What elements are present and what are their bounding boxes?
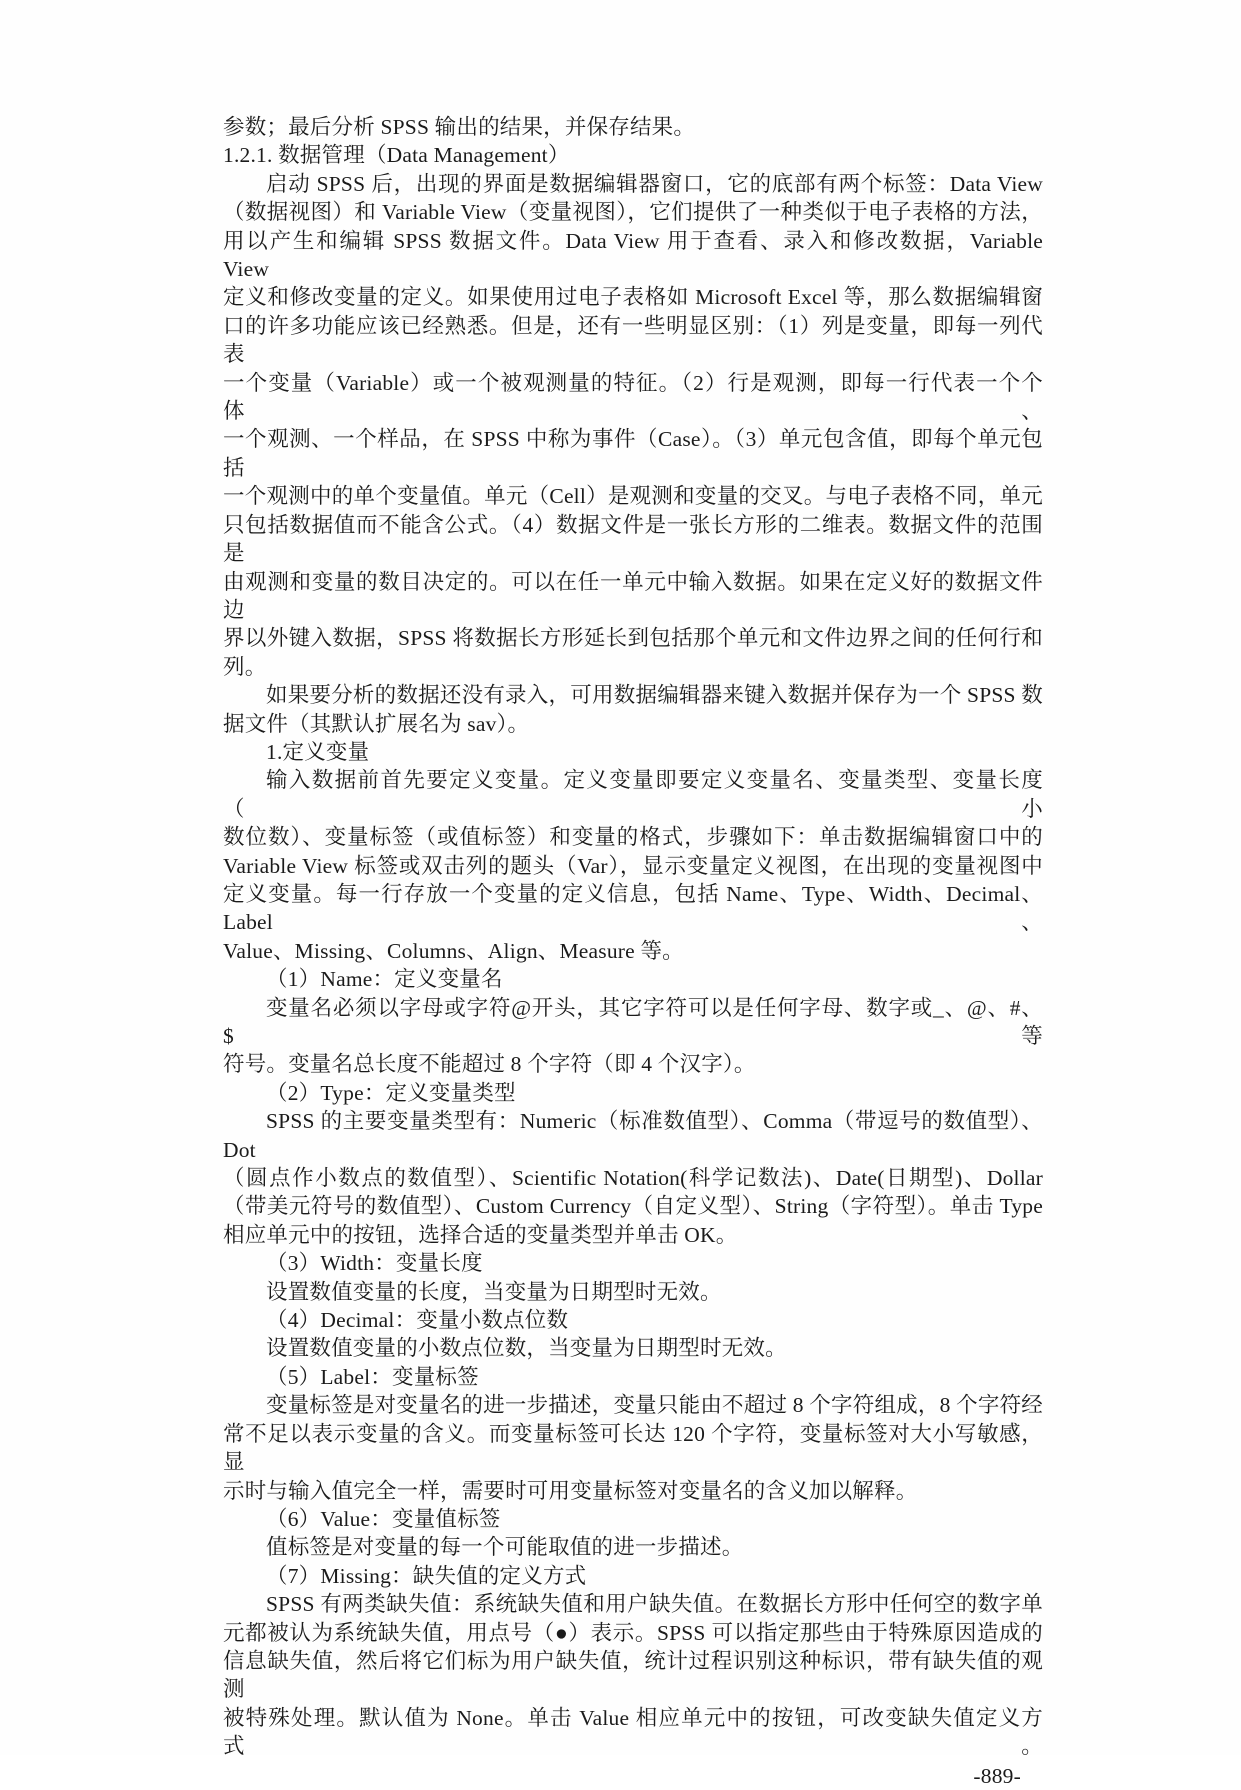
text-line: 数位数）、变量标签（或值标签）和变量的格式，步骤如下：单击数据编辑窗口中的	[223, 825, 1043, 850]
text-line: （1）Name：定义变量名	[266, 967, 503, 992]
text-line: （4）Decimal：变量小数点位数	[266, 1308, 569, 1333]
text-line: 设置数值变量的长度，当变量为日期型时无效。	[266, 1279, 722, 1304]
text-line: 被特殊处理。默认值为 None。单击 Value 相应单元中的按钮，可改变缺失值定义方式。	[223, 1705, 1043, 1759]
text-line: 相应单元中的按钮，选择合适的变量类型并单击 OK。	[223, 1222, 738, 1247]
text-line: 1.2.1. 数据管理（Data Management）	[223, 143, 570, 168]
text-line: （5）Label：变量标签	[266, 1364, 479, 1389]
text-line: 定义和修改变量的定义。如果使用过电子表格如 Microsoft Excel 等，那么数据编辑窗	[223, 285, 1043, 310]
text-line: （7）Missing：缺失值的定义方式	[266, 1563, 587, 1588]
text-line: 信息缺失值，然后将它们标为用户缺失值，统计过程识别这种标识，带有缺失值的观测	[223, 1648, 1043, 1702]
text-line: 口的许多功能应该已经熟悉。但是，还有一些明显区别：（1）列是变量，即每一列代表	[223, 313, 1043, 367]
text-line: 列。	[223, 654, 267, 679]
text-line: Variable View 标签或双击列的题头（Var），显示变量定义视图，在出现的变量视图中	[223, 853, 1043, 878]
text-line: 示时与输入值完全一样，需要时可用变量标签对变量名的含义加以解释。	[223, 1478, 918, 1503]
text-line: 输入数据前首先要定义变量。定义变量即要定义变量名、变量类型、变量长度（小	[223, 768, 1043, 821]
text-line: 一个变量（Variable）或一个被观测量的特征。（2）行是观测，即每一行代表一个个体、	[223, 370, 1043, 424]
text-line: 由观测和变量的数目决定的。可以在任一单元中输入数据。如果在定义好的数据文件边	[223, 569, 1043, 622]
text-block	[223, 113, 1049, 1790]
text-line: 一个观测、一个样品，在 SPSS 中称为事件（Case）。（3）单元包含值，即每个单元包括	[223, 427, 1043, 480]
text-line: 只包括数据值而不能含公式。（4）数据文件是一张长方形的二维表。数据文件的范围是	[223, 512, 1043, 566]
text-line: 值标签是对变量的每一个可能取值的进一步描述。	[266, 1535, 744, 1560]
text-line: （数据视图）和 Variable View（变量视图），它们提供了一种类似于电子表格的方法，	[223, 200, 1043, 225]
text-line: 一个观测中的单个变量值。单元（Cell）是观测和变量的交叉。与电子表格不同，单元	[223, 484, 1043, 509]
text-line: 据文件（其默认扩展名为 sav）。	[223, 711, 530, 736]
text-line: 变量标签是对变量名的进一步描述，变量只能由不超过 8 个字符组成，8 个字符经	[266, 1393, 1043, 1418]
text-line: 元都被认为系统缺失值，用点号（●）表示。SPSS 可以指定那些由于特殊原因造成的	[223, 1620, 1043, 1645]
text-line: 参数；最后分析 SPSS 输出的结果，并保存结果。	[223, 115, 696, 139]
text-line: 变量名必须以字母或字符@开头，其它字符可以是任何字母、数字或_、@、#、$等	[223, 995, 1043, 1048]
text-line: 如果要分析的数据还没有录入，可用数据编辑器来键入数据并保存为一个 SPSS 数	[266, 683, 1043, 708]
text-line: SPSS 有两类缺失值：系统缺失值和用户缺失值。在数据长方形中任何空的数字单	[266, 1592, 1043, 1617]
text-line: 启动 SPSS 后，出现的界面是数据编辑器窗口，它的底部有两个标签：Data View	[266, 171, 1043, 196]
text-line: （2）Type：定义变量类型	[266, 1080, 516, 1105]
text-line: 用以产生和编辑 SPSS 数据文件。Data View 用于查看、录入和修改数据，Variable View	[223, 228, 1049, 282]
text-line: 1.定义变量	[266, 739, 370, 764]
text-line: Value、Missing、Columns、Align、Measure 等。	[223, 938, 684, 963]
text-line: 设置数值变量的小数点位数，当变量为日期型时无效。	[266, 1336, 787, 1361]
text-line: SPSS 的主要变量类型有：Numeric（标准数值型）、Comma（带逗号的数值型）、Dot	[223, 1109, 1043, 1162]
text-line: （带美元符号的数值型）、Custom Currency（自定义型）、String（字符型）。单击 Type	[223, 1194, 1043, 1219]
text-line: 界以外键入数据，SPSS 将数据长方形延长到包括那个单元和文件边界之间的任何行和	[223, 626, 1043, 651]
text-line: （6）Value：变量值标签	[266, 1506, 501, 1531]
text-line: 符号。变量名总长度不能超过 8 个字符（即 4 个汉字）。	[223, 1052, 756, 1077]
text-line: （圆点作小数点的数值型）、Scientific Notation(科学记数法)、Date(日期型)、Dollar	[223, 1166, 1043, 1191]
page-number: -889-	[973, 1763, 1021, 1788]
text-line: 定义变量。每一行存放一个变量的定义信息，包括 Name、Type、Width、Decimal、Label、	[223, 881, 1043, 935]
text-line: （3）Width：变量长度	[266, 1251, 483, 1276]
text-line: 常不足以表示变量的含义。而变量标签可长达 120 个字符，变量标签对大小写敏感，显	[223, 1421, 1043, 1475]
